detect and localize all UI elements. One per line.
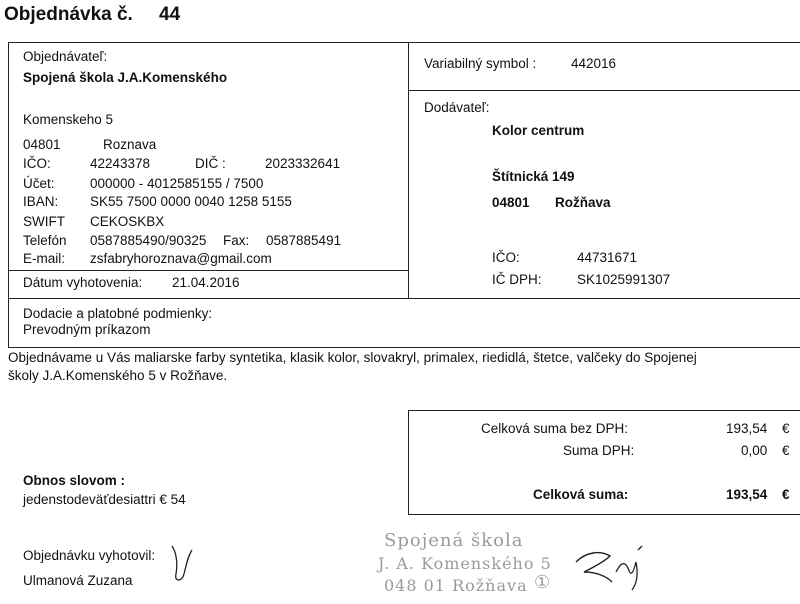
frame-top: [8, 42, 800, 43]
buyer-label: Objednávateľ:: [23, 49, 108, 64]
totals-bottom: [408, 514, 800, 515]
order-text-line2: školy J.A.Komenského 5 v Rožňave.: [8, 368, 228, 383]
supplier-ico-label: IČO:: [492, 250, 520, 265]
divider-buyer-supplier: [408, 42, 409, 298]
buyer-city: Roznava: [103, 137, 157, 152]
buyer-iban: SK55 7500 0000 0040 1258 5155: [90, 194, 292, 209]
buyer-account: 000000 - 4012585155 / 7500: [90, 176, 264, 191]
stamp-line2: J. A. Komenského 5: [378, 554, 552, 573]
supplier-city: Rožňava: [555, 195, 611, 210]
frame-left: [8, 42, 9, 347]
net-total-value: 193,54: [726, 421, 768, 436]
issue-date-value: 21.04.2016: [172, 275, 240, 290]
supplier-street: Štítnická 149: [492, 169, 575, 184]
order-text-line1: Objednávame u Vás maliarske farby syntetika, klasik kolor, slovakryl, primalex, riedidlá, štetce, valčeky do Spojenej: [8, 350, 697, 365]
document-title: Objednávka č.: [4, 4, 133, 25]
net-total-label: Celková suma bez DPH:: [481, 421, 629, 436]
buyer-name: Spojená škola J.A.Komenského: [23, 70, 228, 85]
signature-left: [168, 540, 198, 586]
divider-order-text: [8, 347, 800, 348]
buyer-swift-label: SWIFT: [23, 214, 65, 229]
order-number: 44: [159, 4, 181, 25]
amount-words-value: jedenstodeväťdesiattri € 54: [23, 492, 186, 507]
variable-symbol-label: Variabilný symbol :: [424, 56, 537, 71]
terms-label: Dodacie a platobné podmienky:: [23, 306, 213, 321]
buyer-street: Komenskeho 5: [23, 112, 114, 127]
issued-by-label: Objednávku vyhotovil:: [23, 548, 156, 563]
buyer-fax-label: Fax:: [223, 233, 250, 248]
stamp-line1: Spojená škola: [384, 530, 524, 551]
supplier-vat: SK1025991307: [577, 272, 671, 287]
divider-date: [8, 270, 408, 271]
buyer-iban-label: IBAN:: [23, 194, 59, 209]
supplier-label: Dodávateľ:: [424, 100, 490, 115]
buyer-email: zsfabryhoroznava@gmail.com: [90, 251, 272, 266]
buyer-account-label: Účet:: [23, 176, 55, 191]
buyer-phone: 0587885490/90325: [90, 233, 207, 248]
vat-total-label: Suma DPH:: [563, 443, 635, 458]
signature-right: [572, 542, 654, 592]
variable-symbol-value: 442016: [571, 56, 617, 71]
buyer-phone-label: Telefón: [23, 233, 67, 248]
divider-terms: [8, 298, 800, 299]
stamp-mark-icon: ①: [534, 572, 552, 593]
vat-total-value: 0,00: [741, 443, 768, 458]
vat-total-currency: €: [782, 443, 790, 458]
buyer-zip: 04801: [23, 137, 61, 152]
grand-total-value: 193,54: [726, 487, 768, 502]
issue-date-label: Dátum vyhotovenia:: [23, 275, 143, 290]
buyer-swift: CEKOSKBX: [90, 214, 165, 229]
supplier-name: Kolor centrum: [492, 123, 585, 138]
terms-value: Prevodným príkazom: [23, 322, 151, 337]
totals-top: [408, 410, 800, 411]
supplier-ico: 44731671: [577, 250, 638, 265]
issued-by-name: Ulmanová Zuzana: [23, 573, 133, 588]
grand-total-currency: €: [782, 487, 790, 502]
stamp-line3: 048 01 Rožňava: [384, 576, 528, 595]
net-total-currency: €: [782, 421, 790, 436]
amount-words-label: Obnos slovom :: [23, 473, 126, 488]
buyer-ico-label: IČO:: [23, 156, 51, 171]
supplier-zip: 04801: [492, 195, 530, 210]
buyer-dic-label: DIČ :: [195, 156, 226, 171]
divider-vs: [408, 90, 800, 91]
totals-left: [408, 410, 409, 514]
grand-total-label: Celková suma:: [533, 487, 629, 502]
supplier-vat-label: IČ DPH:: [492, 272, 542, 287]
buyer-email-label: E-mail:: [23, 251, 66, 266]
buyer-dic: 2023332641: [265, 156, 341, 171]
buyer-ico: 42243378: [90, 156, 151, 171]
buyer-fax: 0587885491: [266, 233, 342, 248]
